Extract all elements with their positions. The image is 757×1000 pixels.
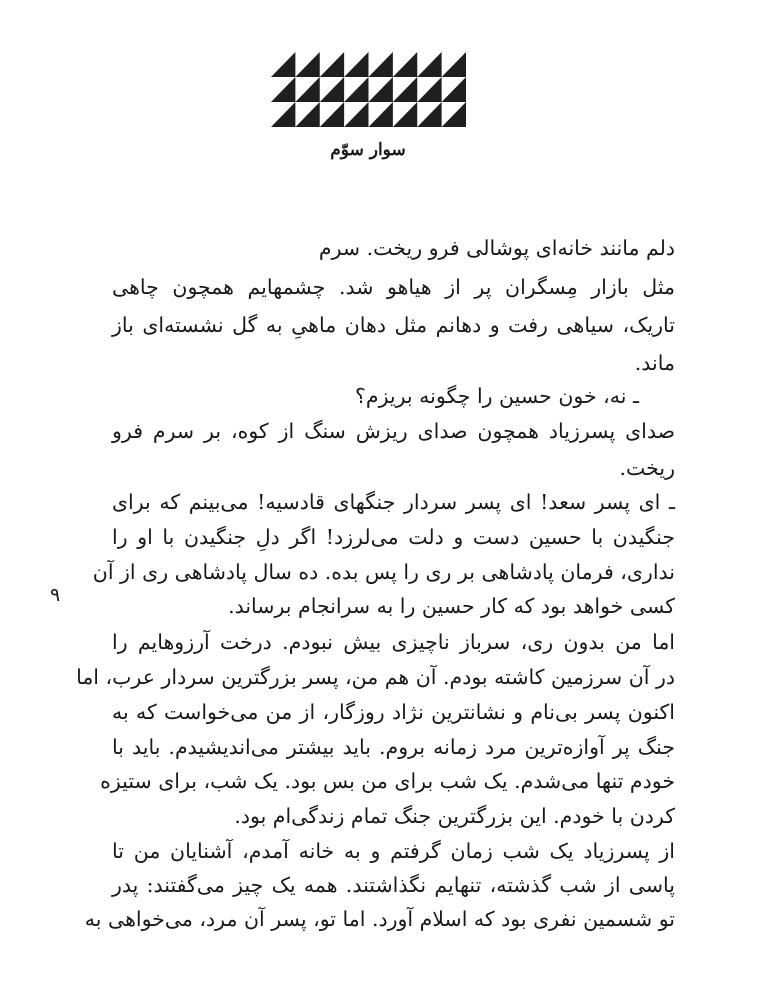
chapter-title: سوار سوّم [330,140,406,160]
ornament-triangle [417,52,441,77]
ornament-triangle [271,102,295,127]
ornament-triangle [369,77,393,102]
ornament-triangle [295,52,319,77]
text-line: در آن سرزمین کاشته بودم. آن هم من، پسر بزرگترین سردار عرب، اما [76,665,675,689]
ornament-triangle [344,52,368,77]
ornament-triangle [320,52,344,77]
ornament-triangle [295,77,319,102]
text-line: از پسرزیاد یک شب زمان گرفتم و به خانه آمدم، آشنایان من تا [112,839,675,863]
text-line: خودم تنها می‌شدم. یک شب برای من بس بود. یک شب، برای ستیزه [100,769,675,793]
ornament-triangle [393,52,417,77]
ornament-triangle [369,102,393,127]
text-line: تاریک، سیاهی رفت و دهانم مثل دهان ماهیِ به گل نشسته‌ای باز [112,313,675,337]
triangle-ornament [271,52,466,127]
ornament-triangle [295,102,319,127]
text-line: اما من بدون ری، سرباز ناچیزی بیش نبودم. درخت آرزوهایم را [112,630,675,654]
text-line: دلم مانند خانه‌ای پوشالی فرو ریخت. سرم [318,236,675,260]
ornament-triangle [344,102,368,127]
ornament-triangle [393,102,417,127]
ornament-triangle [271,52,295,77]
text-line: جنگ پر آوازه‌ترین مرد زمانه بروم. باید بیشتر می‌اندیشیدم. باید با [112,735,675,759]
ornament-triangle [417,102,441,127]
ornament-triangle [393,77,417,102]
ornament-triangle [320,102,344,127]
text-line: صدای پسرزیاد همچون صدای ریزش سنگ از کوه، بر سرم فرو [112,419,675,443]
page-number: ۹ [50,584,61,606]
text-line: ماند. [634,351,675,375]
text-line: ـ ای پسر سعد! ای پسر سردار جنگهای قادسیه! می‌بینم که برای [112,490,675,514]
text-line: اکنون پسر بی‌نام و نشانترین نژاد روزگار، از من می‌خواست که به [112,700,675,724]
ornament-triangle [271,77,295,102]
ornament-triangle [344,77,368,102]
text-line: نداری، فرمان پادشاهی بر ری را پس بده. ده سال پادشاهی ری از آن [92,560,675,584]
ornament-triangle [417,77,441,102]
text-line: کسی خواهد بود که کار حسین را به سرانجام برساند. [228,594,675,618]
text-line: ـ نه، خون حسین را چگونه بریزم؟ [355,384,639,408]
ornament-triangle [320,77,344,102]
text-line: مثل بازار مِسگران پر از هیاهو شد. چشمهایم همچون چاهی [112,275,675,299]
text-line: تو شسمین نفری بود که اسلام آورد. اما تو، پسر آن مرد، می‌خواهی به [84,907,675,931]
ornament-triangle [369,52,393,77]
text-line: کردن با خودم. این بزرگترین جنگ تمام زندگی‌ام بود. [234,804,675,828]
ornament-triangle [442,102,466,127]
ornament-triangle [442,77,466,102]
ornament-triangle [442,52,466,77]
text-line: پاسی از شب گذشته، تنهایم نگذاشتند. همه یک چیز می‌گفتند: پدر [112,873,675,897]
text-line: جنگیدن با حسین دست و دلت می‌لرزد! اگر دلِ جنگیدن با او را [112,525,675,549]
text-line: ریخت. [619,456,675,480]
